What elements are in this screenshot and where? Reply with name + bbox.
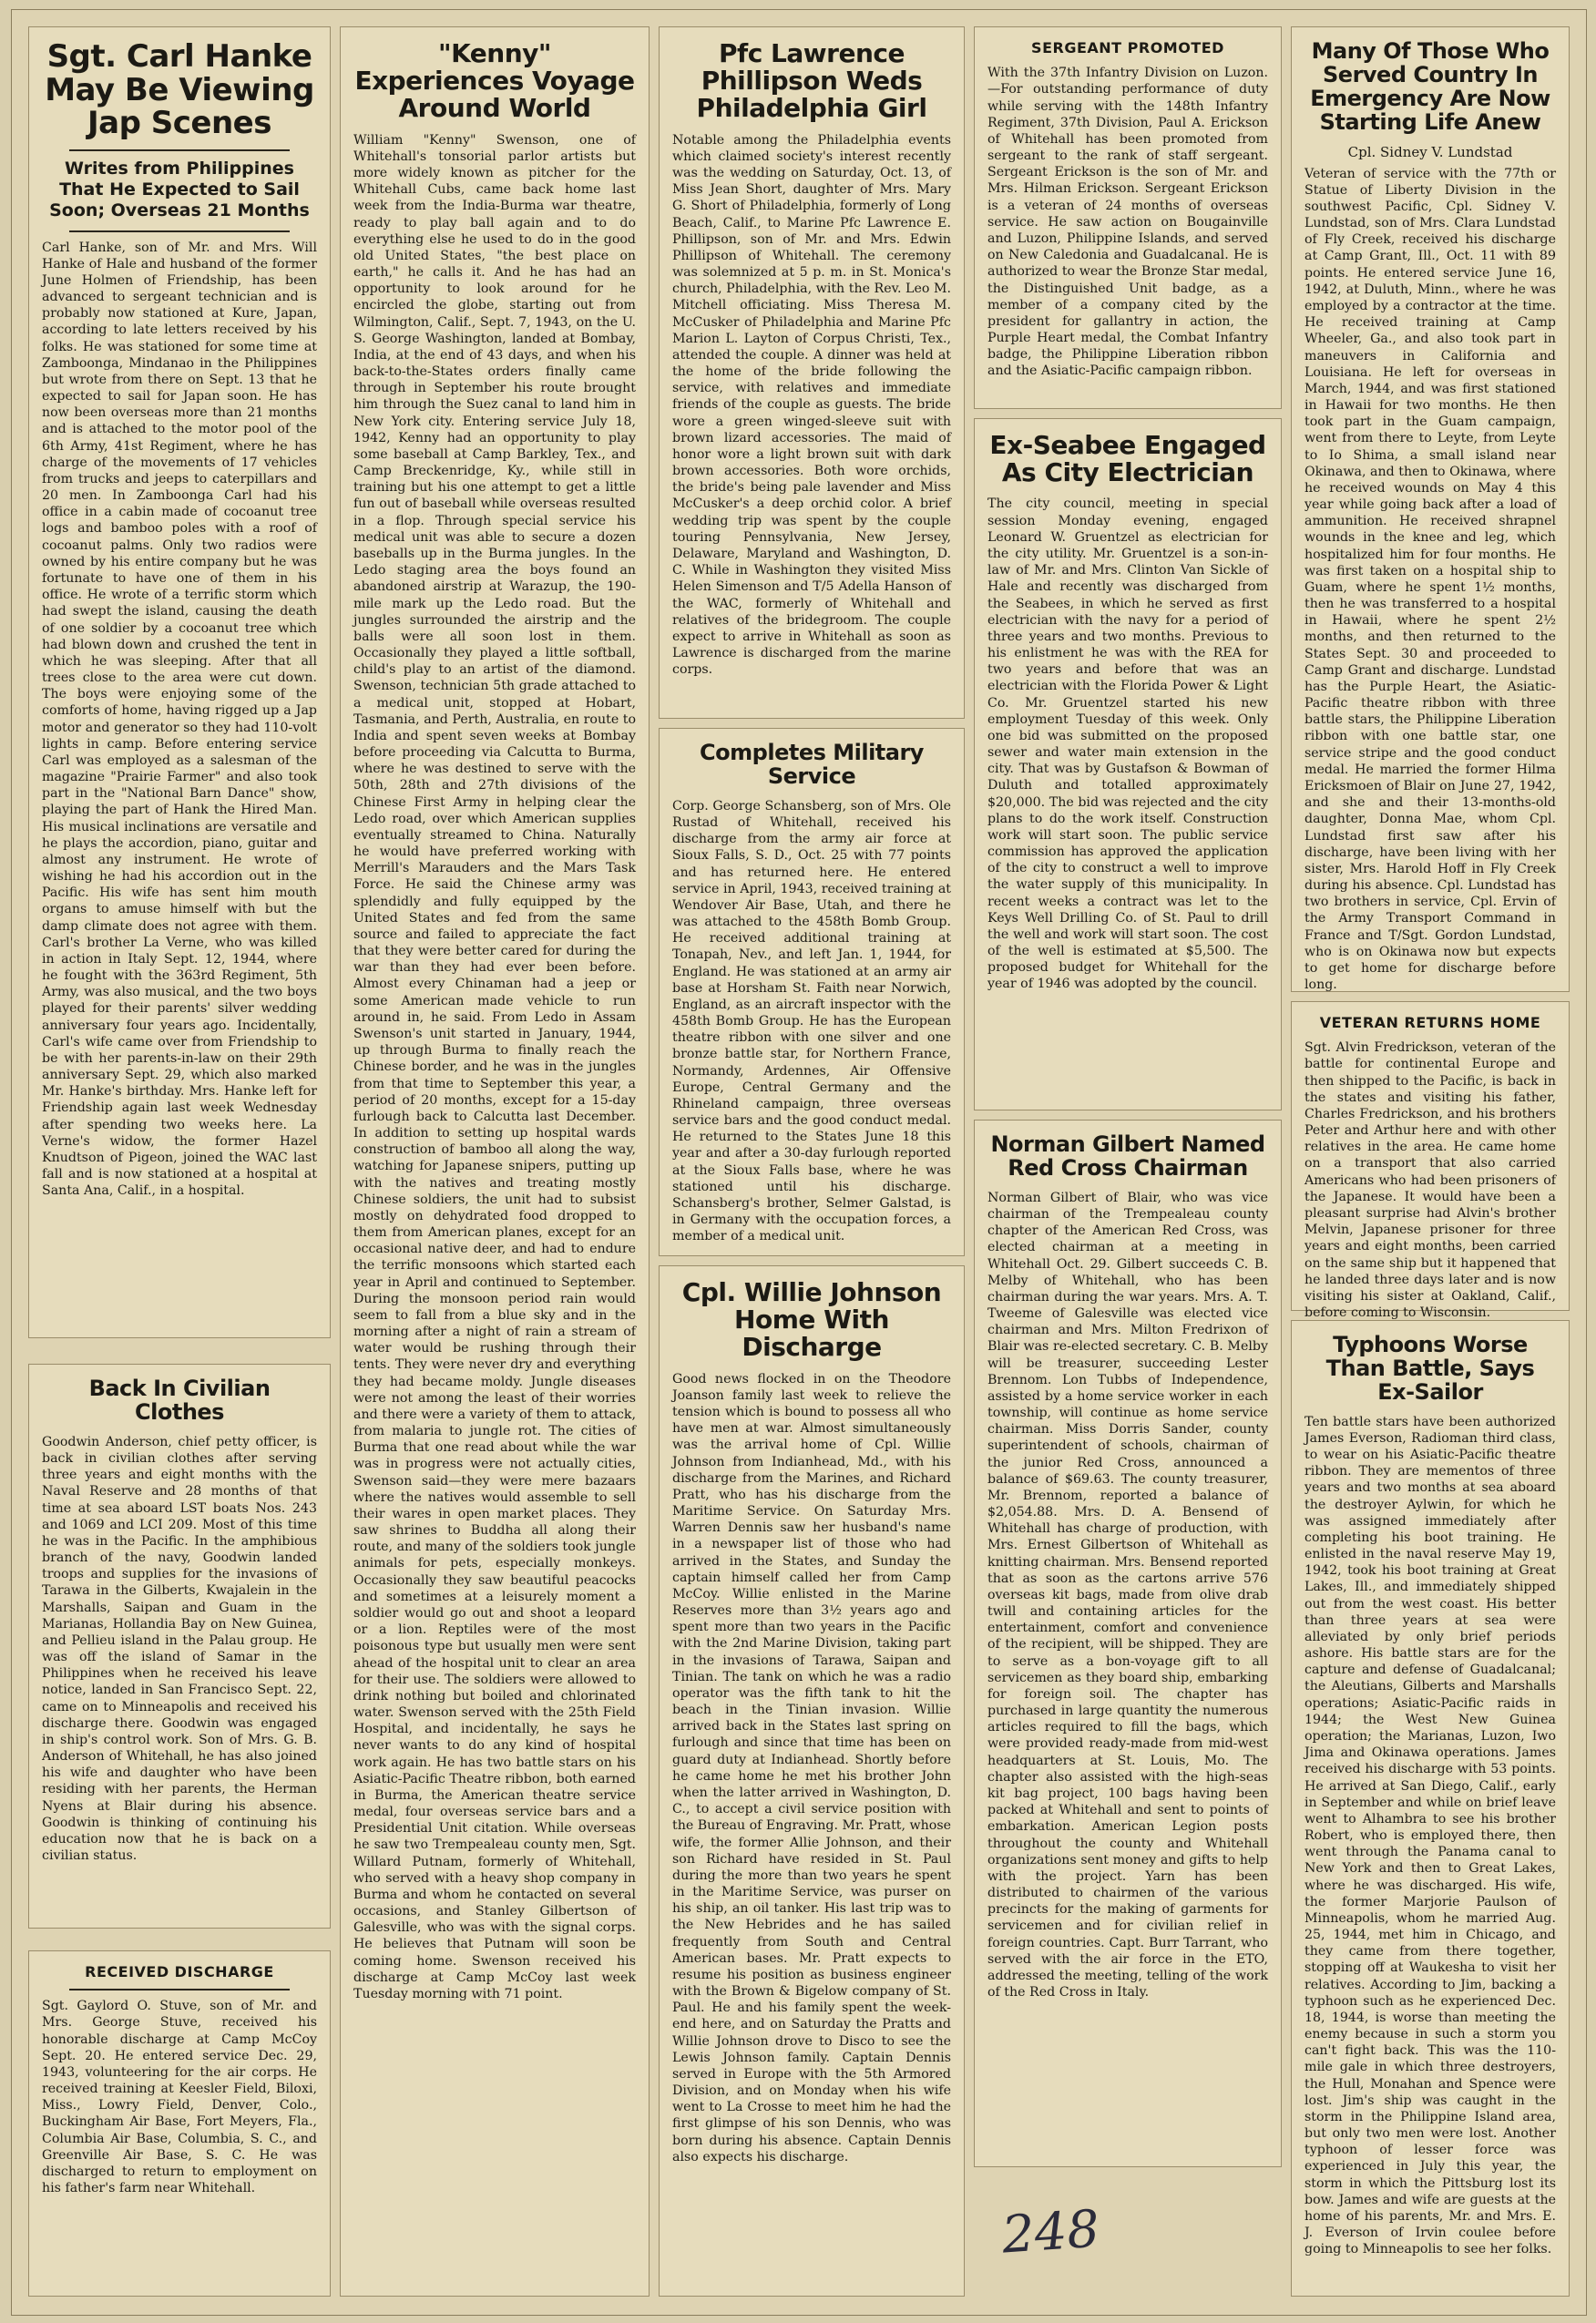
article-lundstad (1291, 26, 1570, 992)
subheadline: Writes from Philippines That He Expected to Sail Soon; Overseas 21 Months (49, 159, 310, 220)
headline: "Kenny" Experiences Voyage Around World (354, 38, 635, 124)
article-kenny (340, 26, 650, 2297)
headline: RECEIVED DISCHARGE (85, 1963, 274, 1980)
article-willie-johnson (659, 1265, 965, 2297)
headline: Completes Military Service (700, 740, 924, 789)
headline: Sgt. Carl Hanke May Be Viewing Jap Scenes (45, 38, 314, 142)
headline: Pfc Lawrence Phillipson Weds Philadelphia Girl (696, 38, 927, 124)
article-body: William "Kenny" Swenson, one of Whitehall's tonsorial parlor artists but more widely known as pitcher for the Whitehall Cubs, came back home last week from the India-Burma war theatre, ready to play ball again and to do everything else he used to do in the good old United States, "the best place on earth," he calls it. And he has had an opportunity to look around for he encircled the globe, starting out from Wilmington, Calif., Sept. 7, 1943, on the U. S. George Washington, landed at Bombay, India, at the end of 43 days, and when his back-to-the-States orders finally came through in September his route brought him through the Suez canal to land him in New York city. Entering service July 18, 1942, Kenny had an opportunity to play some baseball at Camp Barkley, Tex., and Camp Breckenridge, Ky., while still in training but his one attempt to get a little fun out of baseball while overseas resulted in a flop. Through special service his medical unit was able to secure a dozen baseballs up in the Burma jungles. In the Ledo staging area the boys found an abandoned airstrip at Warazup, the 190-mile mark up the Ledo road. But the jungles surrounded the airstrip and the balls were all soon lost in them. Occasionally they played a little softball, child's play to an artist of the diamond. Swenson, technician 5th grade attached to a medical unit, stopped at Hobart, Tasmania, and Perth, Australia, en route to India and spent seven weeks at Bombay before proceeding via Calcutta to Burma, where he was destined to serve with the 50th, 28th and 27th divisions of the Chinese First Army in helping clear the Ledo road, over which American supplies eventually streamed to China. Naturally he would have preferred working with Merrill's Marauders and the Mars Task Force. He said the Chinese army was splendidly and fully equipped by the United States and fed from the same source and failed to appreciate the fact that they were better cared for during the war than they had ever been before. Almost every Chinaman had a jeep or some American made vehicle to run around in, he said. From Ledo in Assam Swenson's unit started in January, 1944, up through Burma to finally reach the Chinese border, and he was in the jungles from that time to September this year, a period of 20 months, except for a 15-day furlough back to Calcutta last December. In addition to setting up hospital wards construction of bamboo all along the way, watching for Japanese snipers, putting up with the natives and treating mostly Chinese soldiers, the unit had to subsist mostly on dehydrated food dropped to them from American planes, except for an occasional native deer, and had to endure the terrific monsoons which started each year in April and continued to September. During the monsoon period rain would seem to fall from a blue sky and in the morning after a night of rain a stream of water would be rushing through their tents. They were never dry and everything they had became moldy. Jungle diseases were not among the least of their worries and there were a variety of them to attack, from malaria to jungle rot. The cities of Burma that one read about while the war was in progress were not actually cities, Swenson said—they were mere bazaars where the natives would assemble to sell their wares in open market places. They saw shrines to Buddha all along their route, and many of the soldiers took jungle animals for pets, especially monkeys. Occasionally they saw beautiful peacocks and sometimes at a leisurely moment a soldier would go out and shoot a leopard or a lion. Reptiles were of the most poisonous type but usually men were sent ahead of the hospital unit to clear an area for their use. The soldiers were allowed to drink nothing but boiled and chlorinated water. Swenson served with the 25th Field Hospital, and incidentally, he says he never wants to do any kind of hospital work again. He has two battle stars on his Asiatic-Pacific Theatre ribbon, both earned in Burma, the American theatre service medal, four overseas service bars and a Presidential Unit citation. While overseas he saw two Trempealeau county men, Sgt. Willard Putnam, formerly of Whitehall, who served with a heavy shop company in Burma and whom he contacted on several occasions, and Stanley Gilbertson of Galesville, who was with the signal corps. He believes that Putnam will soon be coming home. Swenson received his discharge at Camp McCoy last week Tuesday morning with 71 point. (353, 132, 636, 2001)
article-veteran-returns (1291, 1001, 1570, 1321)
headline: Norman Gilbert Named Red Cross Chairman (990, 1131, 1265, 1181)
article-body: Corp. George Schansberg, son of Mrs. Ole Rustad of Whitehall, received his discharge from the army air force at Sioux Falls, S. D., Oct. 25 with 77 points and has returned here. He entered service in April, 1943, received training at Wendover Air Base, Utah, and there he was attached to the 458th Bomb Group. He received additional training at Tonapah, Nev., and left Jan. 1, 1944, for England. He was stationed at an army air base at Horsham St. Faith near Norwich, England, as an aircraft inspector with the 458th Bomb Group. He has the European theatre ribbon with one silver and one bronze battle star, for Northern France, Normandy, Ardennes, Air Offensive Europe, Central Germany and the Rhineland campaign, three overseas service bars and the good conduct medal. He returned to the States June 18 this year and after a 30-day furlough reported at the Sioux Falls base, where he was stationed until his discharge. Schansberg's brother, Selmer Galstad, is in Germany with the occupation forces, a member of a medical unit. (672, 798, 951, 1244)
headline: Ex-Seabee Engaged As City Electrician (989, 430, 1266, 488)
article-seabee-electrician (974, 418, 1282, 1110)
article-body: Sgt. Gaylord O. Stuve, son of Mr. and Mrs. George Stuve, received his honorable discharge at Camp McCoy Sept. 20. He entered service Dec. 29, 1943, volunteering for the air corps. He received training at Keesler Field, Biloxi, Miss., Lowry Field, Denver, Colo., Buckingham Air Base, Fort Meyers, Fla., Columbia Air Base, Columbia, S. C., and Greenville Air Base, S. C. He was discharged to return to employment on his father's farm near Whitehall. (42, 1999, 317, 2196)
article-hanke (28, 26, 331, 1338)
article-civilian-clothes (28, 1364, 331, 1929)
article-red-cross-chairman (974, 1120, 1282, 2167)
article-body: Carl Hanke, son of Mr. and Mrs. Will Hanke of Hale and husband of the former June Holmen of Friendship, has been advanced to sergeant technician and is probably now stationed at Kure, Japan, according to late letters received by his folks. He was stationed for some time at Zamboonga, Mindanao in the Philippines but wrote from there on Sept. 13 that he expected to sail for Japan soon. He has now been overseas more than 21 months and is attached to the motor pool of the 6th Army, 41st Regiment, where he has charge of the movements of 17 vehicles from trucks and jeeps to caterpillars and 20 men. In Zamboonga Carl had his office in a cabin made of cocoanut tree logs and bamboo poles with a roof of cocoanut palms. Only two radios were owned by his entire company but he was fortunate to have one of them in his office. He wrote of a terrific storm which had swept the island, causing the death of one soldier by a cocoanut tree which had blown down and crushed the tent in which he was sleeping. After that all trees close to the area were cut down. The boys were enjoying some of the comforts of home, having rigged up a Jap motor and generator so they had 110-volt lights in camp. Before entering service Carl was employed as a salesman of the magazine "Prairie Farmer" and also took part in the "National Barn Dance" show, playing the part of Hank the Hired Man. His musical inclinations are versatile and he plays the accordion, piano, guitar and almost any instrument. He wrote of wishing he had his accordion out in the Pacific. His wife has sent him mouth organs to amuse himself with but the damp climate does not agree with them. Carl's brother La Verne, who was killed in action in Italy Sept. 12, 1944, where he fought with the 363rd Regiment, 5th Army, was also musical, and the two boys played for their parents' silver wedding anniversary four years ago. Incidentally, Carl's wife came over from Friendship to be with her parents-in-law on their 29th anniversary Sept. 29, which also marked Mr. Hanke's birthday. Mrs. Hanke left for Friendship again last week Wednesday after spending two weeks here. La Verne's widow, the former Hazel Knudtson of Pigeon, joined the WAC last fall and is now stationed at a hospital at Santa Ana, Calif., in a hospital. (42, 240, 317, 1199)
headline: Cpl. Willie Johnson Home With Discharge (681, 1277, 942, 1363)
divider (69, 149, 290, 151)
article-body: Norman Gilbert of Blair, who was vice chairman of the Trempealeau county chapter of the American Red Cross, was elected chairman at a meeting in Whitehall Oct. 29. Gilbert succeeds C. B. Melby of Whitehall, who has been chairman during the war years. Mrs. A. T. Tweeme of Galesville was elected vice chairman and Mrs. Milton Fredrixon of Blair was re-elected secretary. C. B. Melby will be treasurer, succeeding Lester Brennom. Lon Tubbs of Independence, assisted by a home service worker in each township, will continue as home service chairman. Miss Dorris Sander, county superintendent of schools, chairman of the junior Red Cross, announced a balance of $69.63. The county treasurer, Mr. Brennom, reported a balance of $2,054.88. Mrs. D. A. Bensend of Whitehall has charge of production, with Mrs. Ernest Gilbertson of Whitehall as knitting chairman. Mrs. Bensend reported that as soon as the cartons arrive 576 overseas kit bags, made from olive drab twill and containing articles for the entertainment, comfort and convenience of the recipient, will be shipped. They are to serve as a bon-voyage gift to all servicemen as they board ship, embarking for foreign soil. The chapter has purchased in large quantity the numerous articles required to fill the bags, which were provided ready-made from mid-west headquarters at St. Louis, Mo. The chapter also assisted with the high-seas kit bag project, 100 bags having been packed at Whitehall and sent to points of embarkation. American Legion posts throughout the county and Whitehall organizations sent money and gifts to help with the project. Yarn has been distributed to chairmen of the various precincts for the making of garments for servicemen and for civilian relief in foreign countries. Capt. Burr Tarrant, who served with the air force in the ETO, addressed the meeting, telling of the work of the Red Cross in Italy. (987, 1190, 1268, 2001)
handwritten-page-number: 248 (999, 2199, 1102, 2266)
article-body: Veteran of service with the 77th or Statue of Liberty Division in the southwest Pacific, Cpl. Sidney V. Lundstad, son of Mrs. Clara Lundstad of Fly Creek, received his discharge at Camp Grant, Ill., Oct. 11 with 89 points. He entered service June 16, 1942, at Duluth, Minn., where he was employed by a contractor at the time. He received training at Camp Wheeler, Ga., and also took part in maneuvers in California and Louisiana. He left for overseas in March, 1944, and was first stationed in Hawaii for two months. He then took part in the Guam campaign, went from there to Leyte, from Leyte to Io Shima, a small island near Okinawa, and then to Okinawa, where he received wounds on May 4 this year while going back after a load of ammunition. He received shrapnel wounds in the knee and leg, which hospitalized him for four months. He was first taken on a hospital ship to Guam, where he spent 1½ months, then he was transferred to a hospital in Hawaii, where he spent 2½ months, and then returned to the States Sept. 30 and proceeded to Camp Grant and discharge. Lundstad has the Purple Heart, the Asiatic-Pacific theatre ribbon with three battle stars, the Philippine Liberation ribbon with one battle star, one service stripe and the good conduct medal. He married the former Hilma Ericksmoen of Blair on June 27, 1942, and she and their 13-months-old daughter, Donna Mae, whom Cpl. Lundstad first saw after his discharge, have been living with her sister, Mrs. Harold Hoff in Fly Creek during his absence. Cpl. Lundstad has two brothers in service, Cpl. Ervin of the Army Transport Command in France and T/Sgt. Gordon Lundstad, who is on Okinawa now but expects to get home for discharge before long. (1304, 166, 1556, 993)
byline: Cpl. Sidney V. Lundstad (1347, 143, 1513, 160)
scrapbook-page (11, 9, 1587, 2316)
divider (69, 230, 290, 232)
headline: VETERAN RETURNS HOME (1319, 1014, 1541, 1031)
article-military-service (659, 728, 965, 1256)
article-body: The city council, meeting in special session Monday evening, engaged Leonard W. Gruentzel as electrician for the city utility. Mr. Gruentzel is a son-in-law of Mr. and Mrs. Clinton Van Sickle of Hale and recently was discharged from the Seabees, in which he served as first electrician with the navy for a period of three years and two months. Previous to his enlistment he was with the REA for two years and before that was an electrician with the Florida Power & Light Co. Mr. Gruentzel started his new employment Tuesday of this week. Only one bid was submitted on the proposed sewer and water main extension in the city. That was by Gustafson & Bowman of Duluth and totalled approximately $20,000. The bid was rejected and the city plans to do the work itself. Construction work will start soon. The public service commission has approved the application of the city to construct a well to improve the water supply of this municipality. In recent weeks a contract was let to the Keys Well Drilling Co. of St. Paul to drill the well and work will start soon. The cost of the well is estimated at $5,500. The proposed budget for Whitehall for the year of 1946 was adopted by the council. (987, 496, 1268, 992)
article-typhoons (1291, 1320, 1570, 2297)
headline: Typhoons Worse Than Battle, Says Ex-Sailor (1325, 1332, 1535, 1405)
headline: Back In Civilian Clothes (88, 1376, 271, 1425)
article-body: Notable among the Philadelphia events which claimed society's interest recently was the wedding on Saturday, Oct. 13, of Miss Jean Short, daughter of Mrs. Mary G. Short of Philadelphia, formerly of Long Beach, Calif., to Marine Pfc Lawrence E. Phillipson, son of Mr. and Mrs. Edwin Phillipson of Whitehall. The ceremony was solemnized at 5 p. m. in St. Monica's church, Philadelphia, with the Rev. Leo M. Mitchell officiating. Miss Theresa M. McCusker of Philadelphia and Marine Pfc Marion L. Layton of Corpus Christi, Tex., attended the couple. A dinner was held at the home of the bride following the service, with relatives and immediate friends of the couple as guests. The bride wore a green winged-sleeve suit with brown lizard accessories. The maid of honor wore a light brown suit with dark brown accessories. Both wore orchids, the bride's being pale lavender and Miss McCusker's a deep orchid color. A brief wedding trip was spent by the couple touring Pennsylvania, New Jersey, Delaware, Maryland and Washington, D. C. While in Washington they visited Miss Helen Simenson and T/5 Adella Hanson of the WAC, formerly of Whitehall and relatives of the bridegroom. The couple expect to arrive in Whitehall as soon as Lawrence is discharged from the marine corps. (672, 132, 951, 678)
article-body: Ten battle stars have been authorized James Everson, Radioman third class, to wear on his Asiatic-Pacific theatre ribbon. They are mementos of three years and two months at sea aboard the destroyer Aylwin, for which he was assigned immediately after completing his boot training. He enlisted in the naval reserve May 19, 1942, took his boot training at Great Lakes, Ill., and immediately shipped out from the west coast. His better than three years at sea were alleviated by only brief periods ashore. His battle stars are for the capture and defense of Guadalcanal; the Aleutians, Gilberts and Marshalls operations; Asiatic-Pacific raids in 1944; the West New Guinea operation; the Marianas, Luzon, Iwo Jima and Okinawa operations. James received his discharge with 53 points. He arrived at San Diego, Calif., early in September and while on brief leave went to Alhambra to see his brother Robert, who is employed there, then went through the Panama canal to New York and then to Great Lakes, where he was discharged. His wife, the former Marjorie Paulson of Minneapolis, whom he married Aug. 25, 1944, met him in Chicago, and they came from there together, stopping off at Waukesha to visit her relatives. According to Jim, backing a typhoon such as he experienced Dec. 18, 1944, is worse than meeting the enemy because in such a storm you can't fight back. This was the 110-mile gale in which three destroyers, the Hull, Monahan and Spence were lost. Jim's ship was caught in the storm in the Philippine Island area, but only two men were lost. Another typhoon of lesser force was experienced in July this year, the storm in which the Pittsburg lost its bow. James and wife are guests at the home of his parents, Mr. and Mrs. E. J. Everson of Irvin coulee before going to Minneapolis to see her folks. (1304, 1414, 1556, 2257)
article-phillipson-wedding (659, 26, 965, 719)
headline: SERGEANT PROMOTED (1031, 39, 1224, 56)
article-sergeant-promoted (974, 26, 1282, 409)
divider (69, 1989, 290, 1990)
article-received-discharge (28, 1950, 331, 2297)
article-body: With the 37th Infantry Division on Luzon.—For outstanding performance of duty while serving with the 148th Infantry Regiment, 37th Division, Paul A. Erickson of Whitehall has been promoted from sergeant to the rank of staff sergeant. Sergeant Erickson is the son of Mr. and Mrs. Hilman Erickson. Sergeant Erickson is a veteran of 24 months of overseas service. He saw action on Bougainville and Luzon, Philippine Islands, and served on New Caledonia and Guadalcanal. He is authorized to wear the Bronze Star medal, the Distinguished Unit badge, as a member of a company cited by the president for gallantry in action, the Purple Heart medal, the Combat Infantry badge, the Philippine Liberation ribbon and the Asiatic-Pacific campaign ribbon. (987, 66, 1268, 379)
article-body: Good news flocked in on the Theodore Joanson family last week to relieve the tension which is bound to possess all who have men at war. Almost simultaneously was the arrival home of Cpl. Willie Johnson from Indianhead, Md., with his discharge from the Marines, and Richard Pratt, who has his discharge from the Maritime Service. On Saturday Mrs. Warren Dennis saw her husband's name in a newspaper list of those who had arrived in the States, and Sunday the captain himself called her from Camp McCoy. Willie enlisted in the Marine Reserves more than 3½ years ago and spent more than two years in the Pacific with the 2nd Marine Division, taking part in the invasions of Tarawa, Saipan and Tinian. The tank on which he was a radio operator was the fifth tank to hit the beach in the Tinian invasion. Willie arrived back in the States last spring on furlough and since that time has been on guard duty at Indianhead. Shortly before he came home he met his brother John when the latter arrived in Washington, D. C., to accept a civil service position with the Bureau of Engraving. Mr. Pratt, whose wife, the former Allie Johnson, and their son Richard have resided in St. Paul during the more than two years he spent in the Maritime Service, was purser on his ship, an oil tanker. His last trip was to the New Hebrides and he has sailed frequently from South and Central American bases. Mr. Pratt expects to resume his position as business engineer with the Brown & Bigelow company of St. Paul. He and his family spent the week-end here, and on Saturday the Pratts and Willie Johnson drove to Disco to see the Lewis Johnson family. Captain Dennis served in Europe with the 5th Armored Division, and on Monday when his wife went to La Crosse to meet him he had the first glimpse of his son Dennis, who was born during his absence. Captain Dennis also expects his discharge. (672, 1371, 951, 2164)
article-body: Goodwin Anderson, chief petty officer, is back in civilian clothes after serving three years and eight months with the Naval Reserve and 28 months of that time at sea aboard LST boats Nos. 243 and 1069 and LCI 209. Most of this time he was in the Pacific. In the amphibious branch of the navy, Goodwin landed troops and supplies for the invasions of Tarawa in the Gilberts, Kwajalein in the Marshalls, Saipan and Guam in the Marianas, Hollandia Bay on New Guinea, and Pellieu island in the Palau group. He was off the island of Samar in the Philippines when he received his leave notice, landed in San Francisco Sept. 22, came on to Minneapolis and received his discharge there. Goodwin was engaged in ship's control work. Son of Mrs. G. B. Anderson of Whitehall, he has also joined his wife and daughter who have been residing with her parents, the Herman Nyens at Blair during his absence. Goodwin is thinking of continuing his education now that he is back on a civilian status. (42, 1434, 317, 1864)
article-body: Sgt. Alvin Fredrickson, veteran of the battle for continental Europe and then shipped to the Pacific, is back in the states and visiting his father, Charles Fredrickson, and his brothers Peter and Arthur here and with other relatives in the area. He came home on a transport that also carried Americans who had been prisoners of the Japanese. It would have been a pleasant surprise had Alvin's brother Melvin, Japanese prisoner for three years and eight months, been carried on the same ship but it happened that he landed three days later and is now visiting his sister at Oakland, Calif., before coming to Wisconsin. (1304, 1040, 1556, 1321)
headline: Many Of Those Who Served Country In Emergency Are Now Starting Life Anew (1310, 38, 1550, 135)
